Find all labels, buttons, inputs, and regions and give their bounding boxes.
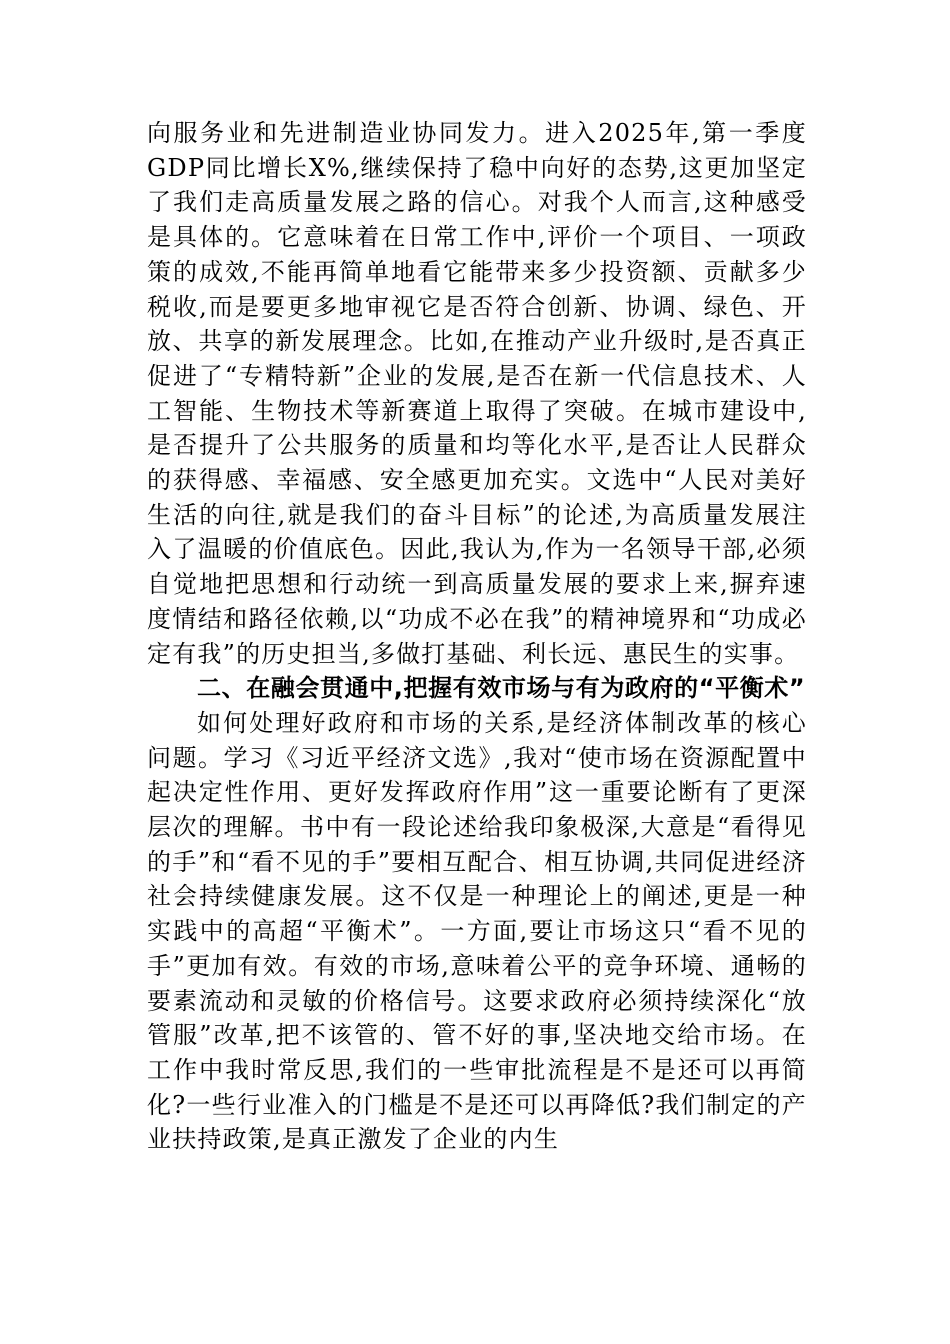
document-body [147,116,807,1157]
body-paragraph: 如何处理好政府和市场的关系,是经济体制改革的核心问题。学习《习近平经济文选》,我对“使市场在资源配置中起决定性作用、更好发挥政府作用”这一重要论断有了更深层次的理解。书中有一段论述给我印象极深,大意是“看得见的手”和“看不见的手”要相互配合、相互协调,共同促进经济社会持续健康发展。这不仅是一种理论上的阐述,更是一种实践中的高超“平衡术”。一方面,要让市场这只“看不见的手”更加有效。有效的市场,意味着公平的竞争环境、通畅的要素流动和灵敏的价格信号。这要求政府必须持续深化“放管服”改革,把不该管的、管不好的事,坚决地交给市场。在工作中我时常反思,我们的一些审批流程是不是还可以再简化?一些行业准入的门槛是不是还可以再降低?我们制定的产业扶持政策,是真正激发了企业的内生 [147,708,807,1154]
body-paragraph: 向服务业和先进制造业协同发力。进入2025年,第一季度GDP同比增长X%,继续保持了稳中向好的态势,这更加坚定了我们走高质量发展之路的信心。对我个人而言,这种感受是具体的。它意味着在日常工作中,评价一个项目、一项政策的成效,不能再简单地看它能带来多少投资额、贡献多少税收,而是要更多地审视它是否符合创新、协调、绿色、开放、共享的新发展理念。比如,在推动产业升级时,是否真正促进了“专精特新”企业的发展,是否在新一代信息技术、人工智能、生物技术等新赛道上取得了突破。在城市建设中,是否提升了公共服务的质量和均等化水平,是否让人民群众的获得感、幸福感、安全感更加充实。文选中“人民对美好生活的向往,就是我们的奋斗目标”的论述,为高质量发展注入了温暖的价值底色。因此,我认为,作为一名领导干部,必须自觉地把思想和行动统一到高质量发展的要求上来,摒弃速度情结和路径依赖,以“功成不必在我”的精神境界和“功成必定有我”的历史担当,多做打基础、利长远、惠民生的实事。 [147,119,807,668]
section-heading: 二、在融会贯通中,把握有效市场与有为政府的“平衡术” [197,674,806,703]
